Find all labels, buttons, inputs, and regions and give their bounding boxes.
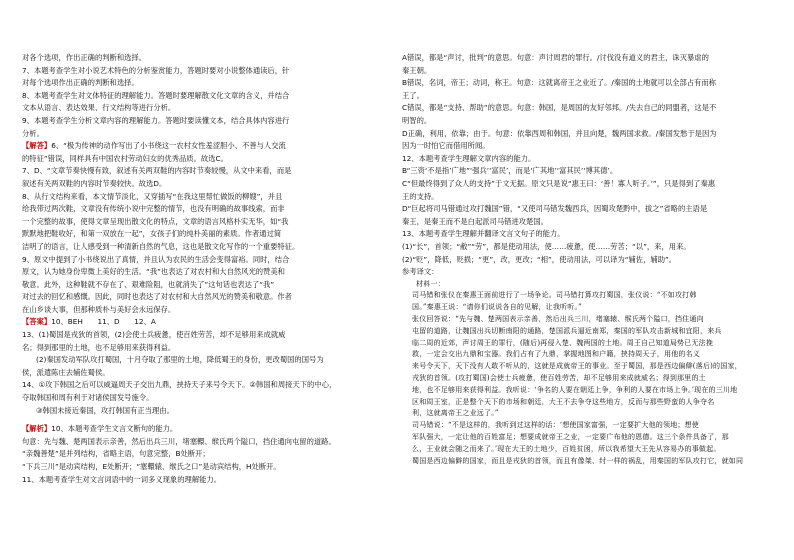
text-line: 参考译文：	[402, 267, 439, 277]
answer-explanation-line	[22, 140, 392, 153]
text-line: 因为一时怕它而借用所闻。	[402, 141, 490, 151]
text-line: 洁明了的语言，让人感受到一种清新自然的气息，这也是散文化写作的一个重要特征。	[22, 241, 300, 251]
material-line: 蜀国是西边偏僻的国家，而且是戎狄的首领，而且有像桀、纣一样的祸乱，用秦国的军队攻打它，就如同	[412, 456, 744, 465]
text-segment: 10、本题考查学生文言文断句的能力。	[51, 424, 178, 434]
text-line: D正确，利用，依靠；由于。句意：依靠西周和韩国，并且向楚，魏两国求救。/秦国发愁于是因为	[402, 128, 717, 138]
material-line: 利，这就离帝王之业远了。”	[412, 409, 499, 418]
text-line: 秦王朝。	[402, 65, 432, 75]
text-line: 7、D、“文章节奏快慢有致，叙述有关两双鞋的内容时节奏较慢，从文中来看，而是	[22, 166, 292, 176]
text-line: A错误，都是“声讨，批判”的意思。句意：声讨周君的罪行。/讨伐没有道义的君主，诛灭暴虐的	[402, 53, 709, 62]
material-line: 司马错和张仪在秦惠王面前进行了一场争论。司马错打算攻打蜀国，张仪说：“不如攻打韩	[412, 291, 697, 300]
text-line: 文本从语言、表达效果、行文结构等进行分析。	[22, 103, 176, 113]
text-line: 9、本题考查学生分析文章内容的理解能力。答题时要读懂文本，结合具体内容进行	[22, 115, 290, 125]
text-line: 侯，派遣陈庄去辅佐蜀侯。	[22, 367, 110, 377]
text-line: 对各个选项，作出正确的判断和选择。	[22, 53, 147, 62]
material-line: 救，一定会交出九鼎和宝器。我们占有了九鼎，掌握地图和户籍，挟持周天子，用他的名义	[412, 350, 700, 359]
material-line: 屯留的道路，让魏国出兵切断南阳的通路，楚国派兵逼近南郑，秦国的军队攻击新城和宜阳，来兵	[412, 326, 722, 335]
text-line: 分析。	[22, 128, 44, 138]
material-title: 材料一：	[416, 279, 445, 288]
answer-line	[22, 316, 392, 329]
jieda-label: 【解答】	[22, 141, 52, 151]
text-line: B“三资‘不是指’广地”‘强兵’‘富民’，而是‘广其地’‘富其民’‘博其德’。	[402, 166, 618, 176]
material-line: 临二周的近郊，声讨周王的罪行，(随后)再侵入楚、魏两国的土地。周王自己知道局势已无法挽	[412, 338, 714, 347]
text-line: 王了。	[402, 90, 424, 100]
text-line: 叙述有关两双鞋的内容时节奏较快。故选D。	[22, 178, 167, 188]
text-line: (2)秦国发动军队攻打蜀国，十月夺取了那里的土地，降低蜀王的身份，更改蜀国的国号为	[36, 355, 324, 365]
jiexi-label: 【解析】	[22, 424, 52, 434]
material-line: 区和周王室，正是整个天下的市场和朝廷，大王不去争夺这些地方，反而与那些野蛮的人争夺名	[412, 397, 715, 406]
text-line: 句意：先与魏、楚两国表示亲善，然后出兵三川，堵塞轘、缑氏两个隘口，挡住通向屯留的道路。	[22, 436, 336, 446]
text-line: 名；得到那里的土地，也不足够用来获得利益。	[22, 342, 176, 352]
text-line: 12、本题考查学生理解文章内容的能力。	[402, 153, 536, 163]
text-line: 一个完整的故事，使得文章呈现出散文化的特点，文章的语言风格朴实无华，如“我	[22, 216, 289, 226]
text-line: ③韩国未接近秦国，攻打韩国有正当理由。	[36, 405, 174, 415]
text-line: (1)“长”，首领；“敝”“劳”，都是使动用法，使……疲惫，使……劳苦；“以”，来，用来。	[402, 241, 691, 251]
material-line: 么，王业就会随之而来了。’现在大王的土地少，百姓贫困，所以我希望大王先从容易办的事做起。	[412, 444, 721, 453]
material-line: 张仪回答说：“先与魏、楚两国表示亲善，然后出兵三川，堵塞辕、缑氏两个隘口，挡住通向	[412, 315, 704, 324]
material-line: 来号令天下，天下没有人敢不听从的，这就是成就帝王的事业。至于蜀国，那是西边偏僻(落后)的国家，	[412, 362, 742, 371]
text-line: D“巨起将司马错通过攻打魏国”错，“又使司马错发魏西兵，因蜀攻楚黔中，拔之”省略的主语是	[402, 204, 708, 214]
answer-label: 【答案】	[22, 317, 52, 327]
analysis-line	[22, 423, 392, 436]
text-segment: 6、“极为传神的动作写出了小书绕这一农村女性羞涩胆小、不善与人交流	[51, 141, 286, 151]
text-line: 敬意。此外，这种鞋就不存在了、艰难险阻，也就消失了”这句话也表达了“我”	[22, 279, 275, 289]
left-column	[22, 52, 392, 486]
text-line: 给我带过两次鞋，文章没有传统小说中完整的情节，也没有明确的故事线索，而非	[22, 204, 285, 214]
right-column	[402, 52, 776, 467]
text-line: 的特征”错误，同样具有中国农村劳动妇女的优秀品质。故选C。	[22, 153, 228, 163]
text-line: 原文，认为她身份卑微上美好的生活。“我”也表达了对农村和大自然风光的赞美和	[22, 267, 285, 277]
text-line: 13、(1)蜀国是戎狄的首领，(2)会使士兵疲惫，使百姓劳苦，却不足够用来成就威	[22, 330, 286, 340]
text-line: 对过去的回忆和感慨。因此，同时也表达了对农村和大自然风光的赞美和敬意。作者	[22, 292, 292, 302]
text-line: 王的支持。	[402, 191, 439, 201]
text-line: 8、本题考查学生对文体特征的理解能力。答题时要理解散文化文章的含义，并结合	[22, 90, 290, 100]
text-line: “下兵三川”是动宾结构，E处断开；“塞轘辕、缑氏之口”是动宾结构，H处断开。	[22, 462, 281, 471]
text-line: “亲魏善楚”是并列结构，省略主语，句意完整，B处断开；	[22, 449, 210, 459]
text-line: 14、①攻下韩国之后可以威逼周天子交出九鼎，挟持天子来号令天下。②韩国和周接天下的中心，	[22, 380, 337, 390]
text-line: 13、本题考查学生理解并翻译文言文句子的能力。	[402, 229, 565, 239]
material-line: 司马错说：“不是这样的，我听到过这样的话：‘想使国家富强，一定要扩大他的领地；想使	[412, 421, 700, 430]
reference-translation	[402, 279, 776, 468]
text-line: C“但最终得到了众人的支持”于文无据。原文只是说“惠王曰：‘善！寡人听子。’”，只是得到了秦惠	[402, 178, 716, 188]
text-line: 秦王，是秦王而不是白起派司马错进攻楚国。	[402, 216, 548, 226]
text-line: 夺取韩国和周有利于对诸侯国发号施令。	[22, 393, 154, 403]
material-line: 地，也不足够用来获得利益。我听说：‘争名的人要在朝廷上争，争利的人要在市场上争。’现在的三川地	[412, 385, 738, 394]
text-line: 在山乡谈大事，但那种质朴与美好会永远保存。	[22, 304, 176, 314]
material-line: 戎狄的首领。(攻打蜀国)会使士兵疲惫，使百姓劳苦，却不足够用来成就威名；得到那里的土	[412, 374, 706, 383]
text-line: 明智的。	[402, 115, 432, 125]
text-line: 7、本题考查学生对小说艺术特色的分析鉴赏能力，答题时要对小说整体通读后，针	[22, 65, 290, 75]
material-line: 国。”秦惠王说：“请你们说说各自的见解，让我听听。”	[412, 303, 582, 312]
text-line: 对每个选项作出正确的判断和选择。	[22, 78, 139, 88]
text-line: (2)“贬”，降低，贬损；“更”，改，更改；“相”，使动用法，可以译为“辅佐，辅助”。	[402, 254, 677, 264]
text-line: 默默地把鞋收好，和第一双放在一起”，女孩子们的纯朴美丽的素质。作者通过简	[22, 229, 282, 239]
material-line: 军队强大，一定让他的百姓富足；想要成就帝王之业，一定要广布他的恩德。这三个条件具备了，那	[412, 433, 729, 442]
answer-text: 10、BEH 11、D 12、A	[51, 317, 156, 327]
text-line: 11、本题考查学生对文言词语中的一词多义现象的理解能力。	[22, 474, 222, 484]
text-line: B错误，名词，帝王；动词，称王。句意：这就离帝王之业近了。/秦国的土地就可以全部占有而称	[402, 78, 716, 88]
text-line: 8、从行文结构来看，本文情节淡化，又穿插写“在我这里帮忙做饭的柳嫂”，并且	[22, 191, 283, 201]
text-line: C错误，都是“支持、帮助”的意思。句意：韩国，是周国的友好邻邦。/失去自己的同盟者，这是不	[402, 103, 717, 113]
text-line: 9、原文中提到了小书绕说出了真情，并且认为农民的生活会变得富裕。同时，结合	[22, 254, 290, 264]
